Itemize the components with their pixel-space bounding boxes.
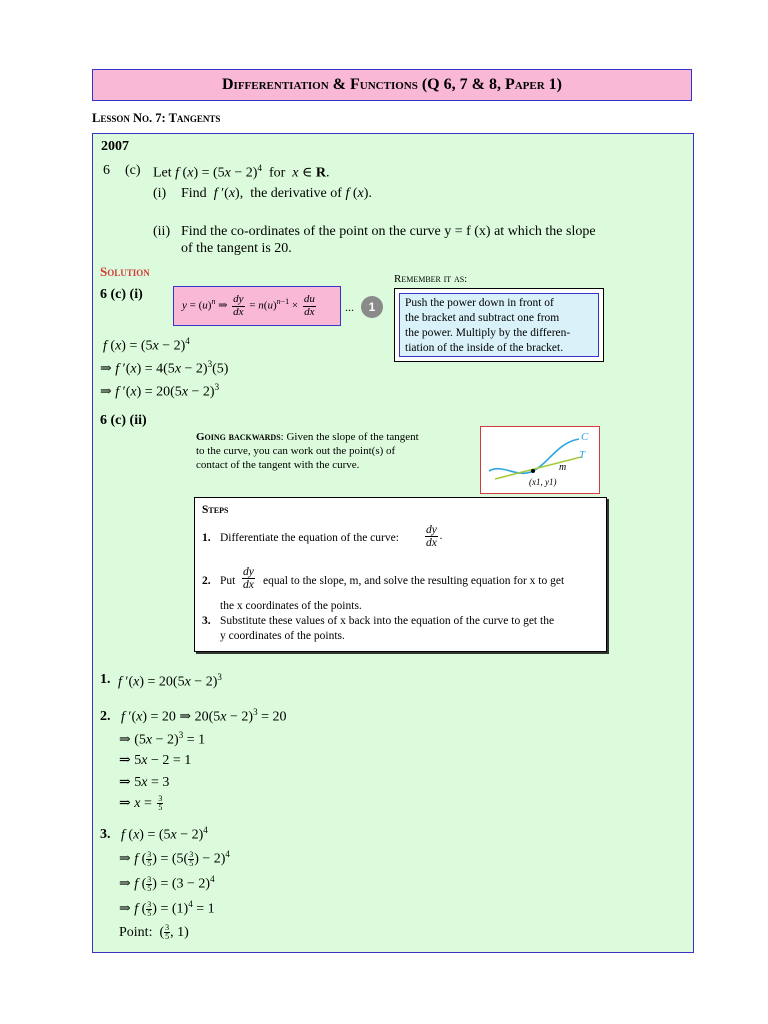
work-2-line: ⇒ 5x = 3 xyxy=(119,775,170,790)
work-number: 1. xyxy=(100,672,111,687)
remember-box xyxy=(399,293,599,357)
step-2-dydx: $\frac{dy}{dx}$ xyxy=(243,566,254,592)
work-3-line: ⇒ f ( $\frac{3}{5}$ ) = $(1)^4 = 1$ xyxy=(119,899,215,918)
work-2-line: ⇒ $(5x - 2)^3 = 1$ xyxy=(119,730,206,748)
tangent-line-t xyxy=(495,457,581,479)
question-statement: Let f $(x) = (5x - 2)^4$ for x ∈ R. xyxy=(153,163,330,181)
step-2-text: equal to the slope, m, and solve the resulting equation for x to get xyxy=(263,575,565,587)
tangent-diagram xyxy=(480,426,600,494)
point-of-contact xyxy=(531,469,535,473)
step-2-line2: the x coordinates of the points. xyxy=(220,600,362,612)
step-number: 3. xyxy=(202,615,211,627)
remember-heading: Remember it as: xyxy=(394,273,468,285)
slope-label: m xyxy=(559,462,567,473)
question-part: (c) xyxy=(125,163,141,178)
tangent-label: T xyxy=(579,449,586,461)
step-3-line1: Substitute these values of x back into the equation of the curve to get the xyxy=(220,615,555,627)
part-i-heading: 6 (c) (i) xyxy=(100,287,143,302)
step-1-text: Differentiate the equation of the curve: xyxy=(220,532,399,544)
step-number: 2. xyxy=(202,575,211,587)
sub-ii-line2: of the tangent is 20. xyxy=(181,241,292,256)
work-2-line: f ′(x) = 20 ⇒ $20(5x - 2)^3 = 20$ xyxy=(121,707,287,725)
formula-number-badge: 1 xyxy=(361,296,383,318)
remember-line: tiation of the inside of the bracket. xyxy=(405,342,564,354)
steps-heading: Steps xyxy=(202,504,229,516)
solution-heading: Solution xyxy=(100,264,150,279)
going-backwards-label: Going backwards xyxy=(196,431,281,443)
sub-ii-label: (ii) xyxy=(153,224,171,239)
sub-i-label: (i) xyxy=(153,186,167,201)
steps-box xyxy=(194,497,607,652)
remember-line: Push the power down in front of xyxy=(405,297,554,309)
step-3-line2: y coordinates of the points. xyxy=(220,630,345,642)
point-answer: Point: ( $\frac{3}{5}$ , 1) xyxy=(119,923,189,942)
part-ii-heading: 6 (c) (ii) xyxy=(100,413,147,428)
work-3-line: f $(x) = (5x - 2)^4$ xyxy=(121,825,208,843)
formula-ellipsis: ... xyxy=(345,300,354,314)
step-1-dydx: $\frac{dy}{dx}$ . xyxy=(426,524,443,550)
curve-label: C xyxy=(581,431,589,443)
question-number: 6 xyxy=(103,163,110,178)
work-1-line: f $'(x) = 20(5x - 2)^3$ xyxy=(118,672,222,690)
sub-ii-line1: Find the co-ordinates of the point on the curve y = f (x) at which the slope xyxy=(181,224,596,239)
chain-rule-formula: $y = (u)^n$ ⇒ $\frac{dy}{dx}$ = $n(u)^{n-1}$ × $\frac{du}{dx}$ xyxy=(173,286,341,326)
work-number: 3. xyxy=(100,827,111,842)
part-i-line: ⇒ f $'(x) = 4(5x - 2)^3(5)$ xyxy=(100,359,229,377)
sub-i-text: Find f ′(x), the derivative of f (x). xyxy=(181,186,372,201)
lesson-heading: Lesson No. 7: Tangents xyxy=(92,111,221,125)
going-backwards-note: Going backwards: Given the slope of the tangent to the curve, you can work out the point(s) of contact of the tangent with the curve. xyxy=(196,431,419,471)
work-2-line: ⇒ 5x − 2 = 1 xyxy=(119,753,192,768)
work-number: 2. xyxy=(100,709,111,724)
remember-line: the bracket and subtract one from xyxy=(405,312,560,324)
remember-line: the power. Multiply by the differen- xyxy=(405,327,571,339)
step-number: 1. xyxy=(202,532,211,544)
point-label: (x1, y1) xyxy=(529,477,557,487)
tangent-diagram-svg xyxy=(481,427,599,493)
step-2-put: Put xyxy=(220,575,236,587)
work-3-line: ⇒ f ( $\frac{3}{5}$ ) = (5( $\frac{3}{5}$ ) − 2)$^4$ xyxy=(119,849,230,868)
part-i-line: ⇒ f $'(x) = 20(5x - 2)^3$ xyxy=(100,382,220,400)
part-i-line: f $(x) = (5x - 2)^4$ xyxy=(103,336,190,354)
page-title: Differentiation & Functions (Q 6, 7 & 8, Paper 1) xyxy=(92,69,692,101)
work-2-line: ⇒ x = $\frac{3}{5}$ xyxy=(119,794,163,813)
question-year: 2007 xyxy=(101,139,129,154)
work-3-line: ⇒ f ( $\frac{3}{5}$ ) = $(3 - 2)^4$ xyxy=(119,874,215,893)
